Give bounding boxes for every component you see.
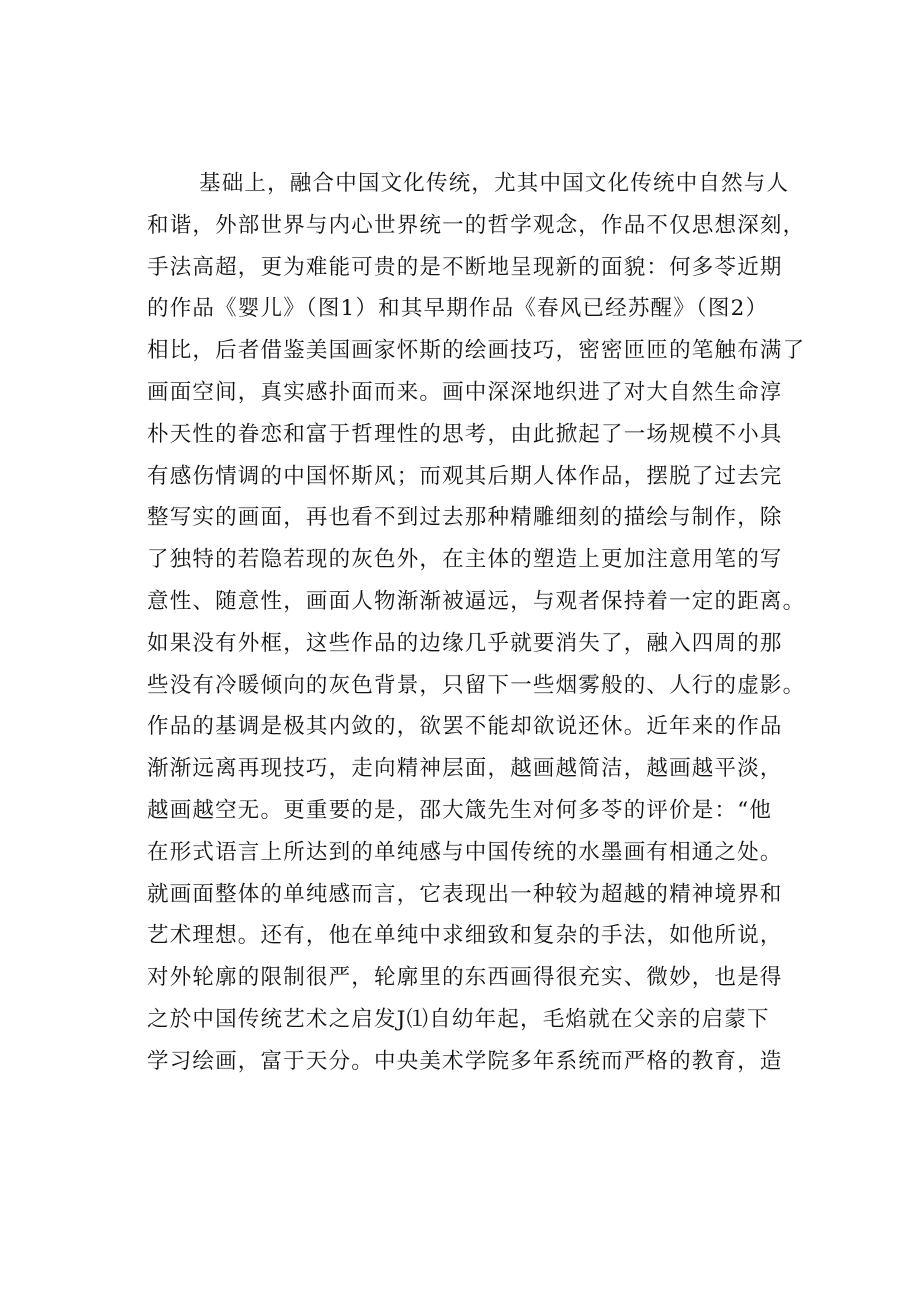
text-line: 学习绘画，富于天分。中央美术学院多年系统而严格的教育，造	[147, 1048, 783, 1074]
text-line: 手法高超，更为难能可贵的是不断地呈现新的面貌：何多苓近期	[147, 254, 783, 280]
text-line: 越画越空无。更重要的是，邵大箴先生对何多苓的评价是：“他	[147, 797, 773, 823]
text-line: 整写实的画面，再也看不到过去那种精雕细刻的描绘与制作，除	[147, 505, 783, 531]
text-line: 和谐，外部世界与内心世界统一的哲学观念，作品不仅思想深刻，	[147, 212, 806, 238]
text-line: 了独特的若隐若现的灰色外，在主体的塑造上更加注意用笔的写	[147, 547, 783, 573]
text-line: 在形式语言上所达到的单纯感与中国传统的水墨画有相通之处。	[147, 839, 783, 865]
text-line: 如果没有外框，这些作品的边缘几乎就要消失了，融入四周的那	[147, 630, 783, 656]
text-line: 朴天性的眷恋和富于哲理性的思考，由此掀起了一场规模不小具	[147, 421, 783, 447]
text-line: 对外轮廓的限制很严，轮廓里的东西画得很充实、微妙，也是得	[147, 965, 783, 991]
text-line: 渐渐远离再现技巧，走向精神层面，越画越简洁，越画越平淡，	[147, 756, 783, 782]
text-line: 之於中国传统艺术之启发J⑴自幼年起，毛焰就在父亲的启蒙下	[147, 1006, 770, 1032]
text-line: 相比，后者借鉴美国画家怀斯的绘画技巧，密密匝匝的笔触布满了	[147, 338, 806, 364]
text-line: 有感伤情调的中国怀斯风；而观其后期人体作品，摆脱了过去完	[147, 463, 783, 489]
body-text	[147, 163, 817, 1083]
text-line: 基础上，融合中国文化传统，尤其中国文化传统中自然与人	[199, 171, 790, 196]
text-line: 的作品《婴儿》（图1）和其早期作品《春风已经苏醒》（图2）	[147, 296, 769, 322]
text-line: 就画面整体的单纯感而言，它表现出一种较为超越的精神境界和	[147, 881, 783, 907]
text-line: 艺术理想。还有，他在单纯中求细致和复杂的手法，如他所说，	[147, 923, 783, 949]
text-line: 意性、随意性，画面人物渐渐被逼远，与观者保持着一定的距离。	[147, 588, 806, 614]
text-line: 画面空间，真实感扑面而来。画中深深地织进了对大自然生命淳	[147, 379, 783, 405]
text-line: 作品的基调是极其内敛的，欲罢不能却欲说还休。近年来的作品	[147, 714, 783, 740]
text-line: 些没有冷暖倾向的灰色背景，只留下一些烟雾般的、人行的虚影。	[147, 672, 806, 698]
